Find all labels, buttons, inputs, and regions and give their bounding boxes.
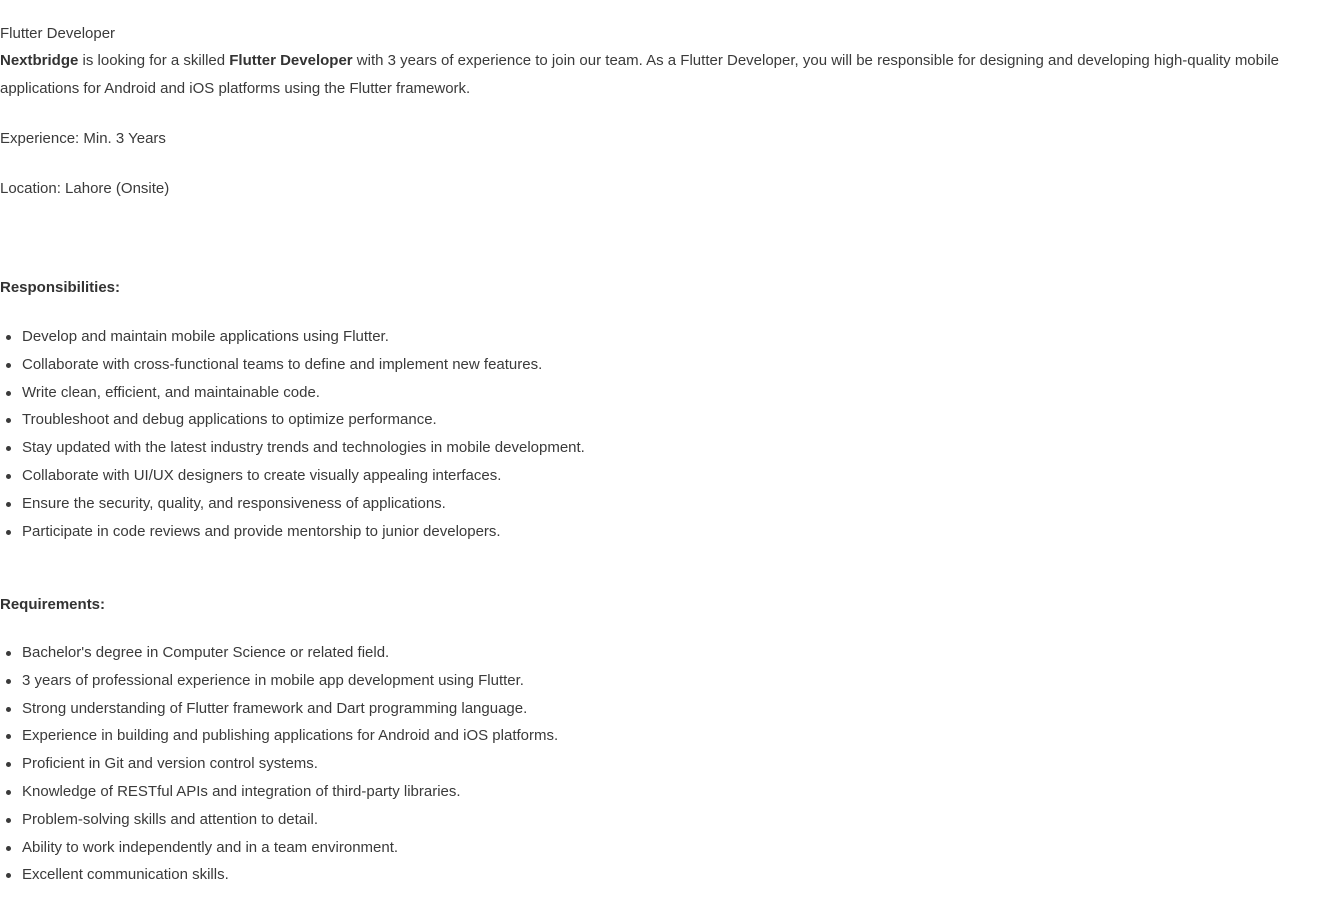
list-item bbox=[0, 410, 585, 438]
list-item-text: Stay updated with the latest industry trends and technologies in mobile development. bbox=[22, 439, 585, 457]
list-item-text: Excellent communication skills. bbox=[22, 866, 229, 884]
intro-text-2: with 3 years of experience to join our team. As a Flutter Developer, you will be responsible for designing and developing high-quality mobile applications for Android and iOS platforms using the Flutter framework. bbox=[0, 52, 1280, 97]
list-item bbox=[0, 810, 558, 838]
list-item bbox=[0, 327, 585, 355]
company-name: Nextbridge bbox=[0, 52, 79, 69]
bullet-icon bbox=[6, 335, 11, 340]
list-item bbox=[0, 466, 585, 494]
list-item bbox=[0, 699, 558, 727]
requirements-list bbox=[0, 643, 558, 893]
list-item bbox=[0, 838, 558, 866]
bullet-icon bbox=[6, 651, 11, 656]
responsibilities-heading: Responsibilities: bbox=[0, 279, 121, 296]
role-name: Flutter Developer bbox=[229, 52, 353, 69]
list-item-text: Write clean, efficient, and maintainable code. bbox=[22, 383, 320, 401]
intro-paragraph bbox=[0, 47, 1320, 103]
list-item-text: Troubleshoot and debug applications to optimize performance. bbox=[22, 411, 437, 429]
list-item-text: Experience in building and publishing applications for Android and iOS platforms. bbox=[22, 727, 559, 745]
list-item-text: Develop and maintain mobile applications using Flutter. bbox=[22, 328, 389, 345]
job-title: Flutter Developer bbox=[0, 25, 116, 42]
list-item-text: 3 years of professional experience in mobile app development using Flutter. bbox=[22, 671, 524, 689]
bullet-icon bbox=[6, 679, 11, 684]
responsibilities-list bbox=[0, 327, 585, 549]
list-item bbox=[0, 643, 558, 671]
list-item bbox=[0, 494, 585, 522]
list-item-text: Collaborate with UI/UX designers to create visually appealing interfaces. bbox=[22, 466, 502, 484]
intro-text-1: is looking for a skilled bbox=[78, 52, 230, 69]
bullet-icon bbox=[6, 790, 11, 795]
bullet-icon bbox=[6, 474, 11, 479]
list-item bbox=[0, 671, 558, 699]
bullet-icon bbox=[6, 502, 11, 507]
bullet-icon bbox=[6, 873, 11, 878]
list-item-text: Ensure the security, quality, and responsiveness of applications. bbox=[22, 494, 446, 512]
list-item bbox=[0, 438, 585, 466]
list-item bbox=[0, 726, 558, 754]
bullet-icon bbox=[6, 418, 11, 423]
location-line: Location: Lahore (Onsite) bbox=[0, 180, 170, 197]
requirements-heading: Requirements: bbox=[0, 596, 106, 613]
bullet-icon bbox=[6, 846, 11, 851]
bullet-icon bbox=[6, 446, 11, 451]
list-item-text: Bachelor's degree in Computer Science or related field. bbox=[22, 644, 390, 661]
list-item bbox=[0, 782, 558, 810]
list-item bbox=[0, 754, 558, 782]
list-item-text: Proficient in Git and version control systems. bbox=[22, 755, 318, 773]
bullet-icon bbox=[6, 363, 11, 368]
bullet-icon bbox=[6, 707, 11, 712]
list-item bbox=[0, 865, 558, 893]
list-item bbox=[0, 383, 585, 411]
list-item-text: Knowledge of RESTful APIs and integration of third-party libraries. bbox=[22, 782, 461, 800]
bullet-icon bbox=[6, 818, 11, 823]
list-item bbox=[0, 522, 585, 550]
experience-line: Experience: Min. 3 Years bbox=[0, 130, 166, 147]
list-item bbox=[0, 355, 585, 383]
list-item-text: Participate in code reviews and provide mentorship to junior developers. bbox=[22, 522, 501, 540]
list-item-text: Ability to work independently and in a team environment. bbox=[22, 838, 399, 856]
bullet-icon bbox=[6, 734, 11, 739]
bullet-icon bbox=[6, 530, 11, 535]
bullet-icon bbox=[6, 762, 11, 767]
bullet-icon bbox=[6, 391, 11, 396]
list-item-text: Strong understanding of Flutter framework and Dart programming language. bbox=[22, 699, 528, 717]
list-item-text: Collaborate with cross-functional teams to define and implement new features. bbox=[22, 355, 543, 373]
list-item-text: Problem-solving skills and attention to detail. bbox=[22, 810, 318, 828]
